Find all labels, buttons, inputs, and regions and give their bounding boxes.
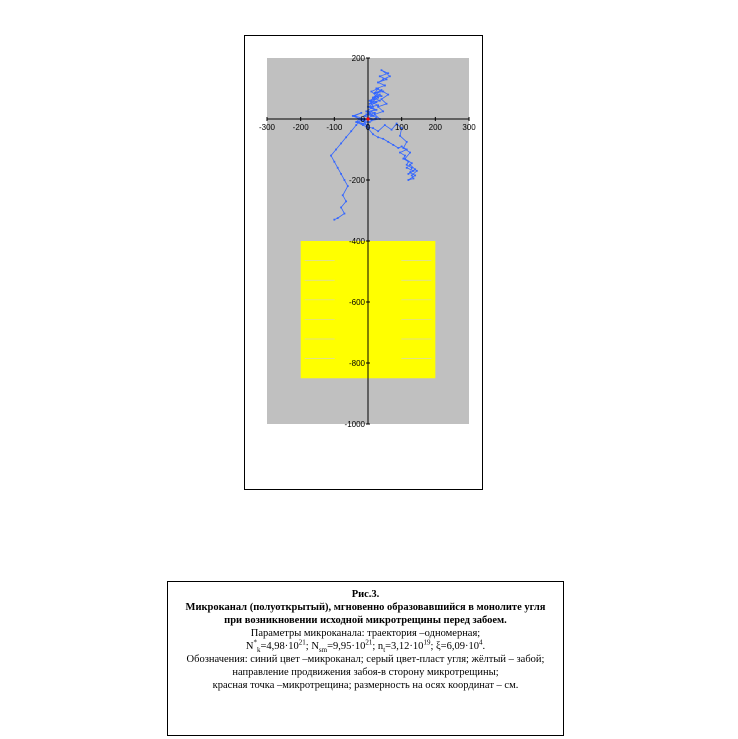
channel-point xyxy=(337,167,339,169)
channel-point xyxy=(369,103,371,105)
channel-point xyxy=(409,164,411,166)
x-tick-label: -200 xyxy=(292,123,309,132)
channel-point xyxy=(355,124,357,126)
y-tick-label: -600 xyxy=(348,298,365,307)
channel-point xyxy=(337,217,339,219)
channel-point xyxy=(369,106,371,108)
channel-point xyxy=(414,175,416,177)
channel-point xyxy=(408,179,410,181)
channel-point xyxy=(392,144,394,146)
x-tick-label: 200 xyxy=(428,123,443,132)
channel-point xyxy=(399,152,401,154)
channel-point xyxy=(382,138,384,140)
channel-point xyxy=(352,115,354,117)
channel-point xyxy=(386,103,388,105)
channel-point xyxy=(340,173,342,175)
x-tick-label: 300 xyxy=(462,123,476,132)
channel-point xyxy=(369,112,371,114)
channel-point xyxy=(397,147,399,149)
channel-point xyxy=(377,130,379,132)
channel-point xyxy=(402,147,404,149)
channel-point xyxy=(404,155,406,157)
channel-point xyxy=(333,219,335,221)
channel-point xyxy=(404,158,406,160)
x-tick-label: -100 xyxy=(326,123,343,132)
channel-point xyxy=(384,85,386,87)
channel-point xyxy=(377,88,379,90)
chart-frame xyxy=(244,35,483,490)
x-tick-label: -300 xyxy=(258,123,276,132)
channel-point xyxy=(357,121,359,123)
channel-point xyxy=(354,115,356,117)
legend-line-1: Обозначения: синий цвет –микроканал; серый цвет-пласт угля; жёлтый – забой; xyxy=(186,654,545,665)
channel-point xyxy=(376,101,378,103)
channel-point xyxy=(381,69,383,71)
channel-point xyxy=(365,110,367,112)
channel-point xyxy=(389,75,391,77)
channel-point xyxy=(330,155,332,157)
channel-point xyxy=(387,94,389,96)
channel-point xyxy=(409,152,411,154)
figure-caption xyxy=(167,581,564,736)
channel-point xyxy=(379,94,381,96)
channel-point xyxy=(376,88,378,90)
channel-point xyxy=(377,82,379,84)
channel-point xyxy=(411,175,413,177)
channel-point xyxy=(411,167,413,169)
channel-point xyxy=(376,95,378,97)
channel-point xyxy=(413,170,415,172)
channel-point xyxy=(350,130,352,132)
channel-point xyxy=(347,185,349,187)
channel-point xyxy=(414,168,416,170)
channel-point xyxy=(342,194,344,196)
y-tick-label: -200 xyxy=(348,176,365,185)
channel-point xyxy=(402,158,404,160)
channel-point xyxy=(382,110,384,112)
params-heading: Параметры микроканала: траектория –одномерная; xyxy=(250,628,481,639)
channel-point xyxy=(360,112,362,114)
channel-point xyxy=(406,167,408,169)
channel-point xyxy=(340,207,342,209)
channel-point xyxy=(374,109,376,111)
microcrack-point xyxy=(366,117,369,120)
channel-point xyxy=(399,135,401,137)
channel-point xyxy=(340,143,342,145)
channel-point xyxy=(372,97,374,99)
channel-point xyxy=(370,91,372,93)
channel-point xyxy=(372,133,374,135)
channel-point xyxy=(335,149,337,151)
channel-point xyxy=(408,161,410,163)
y-tick-label: 200 xyxy=(351,54,365,63)
figure-number: Рис.3. xyxy=(351,589,380,600)
x-tick-label: 0 xyxy=(365,123,371,132)
channel-point xyxy=(355,121,357,123)
channel-point xyxy=(413,178,415,180)
channel-point xyxy=(372,115,374,117)
figure-title: Микроканал (полуоткрытый), мгновенно образовавшийся в монолите угля при возникновении исходной микротрещины перед забоем. xyxy=(185,602,546,626)
channel-point xyxy=(376,117,378,119)
channel-point xyxy=(401,146,403,148)
channel-point xyxy=(370,115,372,117)
chart-svg xyxy=(245,36,484,491)
x-tick-label: 100 xyxy=(394,123,409,132)
channel-point xyxy=(372,106,374,108)
channel-point xyxy=(374,112,376,114)
channel-point xyxy=(384,124,386,126)
channel-point xyxy=(379,100,381,102)
channel-point xyxy=(377,104,379,106)
channel-point xyxy=(381,98,383,100)
legend-line-2: направление продвижения забоя-в сторону микротрещины; xyxy=(232,667,499,678)
y-tick-label: -400 xyxy=(348,237,365,246)
channel-point xyxy=(411,162,413,164)
channel-point xyxy=(345,200,347,202)
channel-point xyxy=(386,78,388,80)
channel-point xyxy=(406,149,408,151)
channel-point xyxy=(387,141,389,143)
params-line: $N^*_k=4,98\cdot 10^{21}$; $N_{sm}=9,95\cdot 10^{21}$; $n_t=3,12\cdot 10^{19}$; $\xi=6,09\cdot 10^4$. xyxy=(245,638,486,655)
channel-point xyxy=(362,124,364,126)
channel-point xyxy=(372,127,374,129)
channel-point xyxy=(416,170,418,172)
y-tick-label: -800 xyxy=(348,359,365,368)
channel-point xyxy=(370,101,372,103)
channel-point xyxy=(377,97,379,99)
channel-point xyxy=(379,75,381,77)
channel-point xyxy=(382,78,384,80)
channel-point xyxy=(391,129,393,131)
channel-point xyxy=(376,109,378,111)
channel-point xyxy=(344,179,346,181)
channel-point xyxy=(374,92,376,94)
channel-point xyxy=(387,72,389,74)
channel-point xyxy=(369,100,371,102)
channel-point xyxy=(377,136,379,138)
channel-point xyxy=(333,161,335,163)
y-tick-label: -1000 xyxy=(344,420,365,429)
channel-point xyxy=(409,171,411,173)
channel-point xyxy=(381,89,383,91)
channel-point xyxy=(406,164,408,166)
channel-point xyxy=(365,114,367,116)
channel-point xyxy=(382,91,384,93)
channel-point xyxy=(345,136,347,138)
y-tick-label: 0 xyxy=(360,115,365,124)
channel-point xyxy=(408,173,410,175)
channel-point xyxy=(406,141,408,143)
legend-line-3: красная точка –микротрещина; размерность на осях координат – см. xyxy=(212,680,519,691)
channel-point xyxy=(381,95,383,97)
channel-point xyxy=(344,213,346,215)
